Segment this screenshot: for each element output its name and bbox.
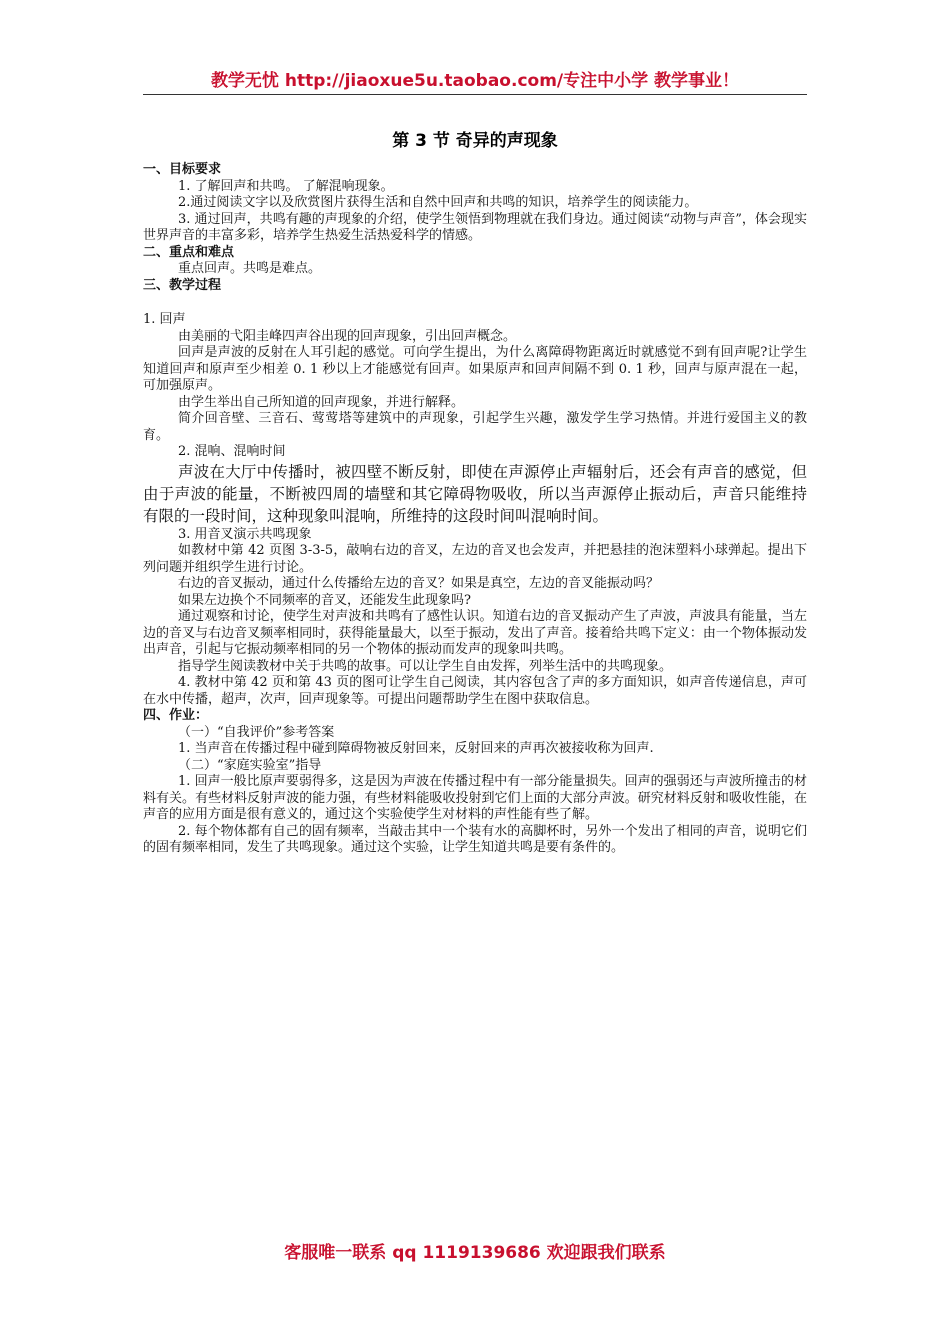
- section-heading-goals: 一、目标要求: [143, 162, 222, 177]
- spacer: [143, 294, 807, 312]
- paragraph: 指导学生阅读教材中关于共鸣的故事。可以让学生自由发挥，列举生活中的共鸣现象。: [178, 658, 673, 674]
- paragraph: 1. 当声音在传播过程中碰到障碍物被反射回来，反射回来的声再次被接收称为回声.: [178, 741, 654, 756]
- document-body: [143, 162, 807, 857]
- paragraph: 重点回声。共鸣是难点。: [178, 261, 322, 276]
- paragraph: 如果左边换个不同频率的音叉，还能发生此现象吗?: [178, 592, 471, 608]
- paragraph: 回声是声波的反射在人耳引起的感觉。可向学生提出，为什么离障碍物距离近时就感觉不到有回声呢?让学生知道回声和原声至少相差 0. 1 秒以上才能感觉有回声。如果原声和回声间隔不到 0. 1 秒，回声与原声混在一起，可加强原声。: [143, 345, 807, 393]
- header-divider: [143, 94, 807, 95]
- paragraph: 2. 每个物体都有自己的固有频率，当敲击其中一个装有水的高脚杯时，另外一个发出了相同的声音，说明它们的固有频率相同，发生了共鸣现象。通过这个实验，让学生知道共鸣是要有条件的。: [143, 823, 807, 855]
- page-footer: 客服唯一联系 qq 1119139686 欢迎跟我们联系: [284, 1243, 666, 1263]
- paragraph: 1. 回声一般比原声要弱得多，这是因为声波在传播过程中有一部分能量损失。回声的强弱还与声波所撞击的材料有关。有些材料反射声波的能力强，有些材料能吸收投射到它们上面的大部分声波。研究材料反射和吸收性能，在声音的应用方面是很有意义的，通过这个实验使学生对材料的声性能有些了解。: [143, 774, 807, 822]
- section-heading-key-points: 二、重点和难点: [143, 244, 235, 260]
- paragraph: 由学生举出自己所知道的回声现象，并进行解释。: [178, 394, 465, 410]
- paragraph: 3. 通过回声，共鸣有趣的声现象的介绍，使学生领悟到物理就在我们身边。通过阅读“动物与声音”，体会现实世界声音的丰富多彩，培养学生热爱生活热爱科学的情感。: [143, 211, 807, 243]
- paragraph: 由美丽的弋阳圭峰四声谷出现的回声现象，引出回声概念。: [178, 328, 517, 344]
- page-header: 教学无忧 http://jiaoxue5u.taobao.com/专注中小学 教学事业！: [210, 71, 740, 91]
- paragraph: 通过观察和讨论，使学生对声波和共鸣有了感性认识。知道右边的音叉振动产生了声波，声波具有能量，当左边的音叉与右边音叉频率相同时，获得能量最大，以至于振动，发出了声音。接着给共鸣下定义：由一个物体振动发出声音，引起与它振动频率相同的另一个物体的振动而发声的现象叫共鸣。: [143, 609, 807, 657]
- subheading-self-evaluation: （一）“自我评价”参考答案: [178, 724, 335, 740]
- paragraph: 右边的音叉振动，通过什么传播给左边的音叉？如果是真空，左边的音叉能振动吗？: [178, 576, 660, 591]
- paragraph: 如教材中第 42 页图 3-3-5，敲响右边的音叉，左边的音叉也会发声，并把悬挂的泡沫塑料小球弹起。提出下列问题并组织学生进行讨论。: [143, 543, 807, 575]
- subheading-tuning-fork: 3. 用音叉演示共鸣现象: [178, 526, 312, 542]
- document-title: 第 3 节 奇异的声现象: [392, 131, 558, 151]
- paragraph: 1. 了解回声和共鸣。 了解混响现象。: [178, 178, 394, 194]
- subheading-echo: 1. 回声: [143, 312, 186, 327]
- paragraph: 简介回音壁、三音石、莺莺塔等建筑中的声现象，引起学生兴趣，激发学生学习热情。并进行爱国主义的教育。: [143, 411, 807, 443]
- subheading-home-lab: （二）“家庭实验室”指导: [178, 757, 322, 773]
- section-heading-process: 三、教学过程: [143, 277, 222, 293]
- paragraph: 2.通过阅读文字以及欣赏图片获得生活和自然中回声和共鸣的知识，培养学生的阅读能力。: [178, 195, 698, 210]
- paragraph-large: 声波在大厅中传播时，被四壁不断反射，即使在声源停止声辐射后，还会有声音的感觉，但由于声波的能量，不断被四周的墙壁和其它障碍物吸收，所以当声源停止振动后，声音只能维持有限的一段时间，这种现象叫混响，所维持的这段时间叫混响时间。: [143, 462, 807, 525]
- paragraph: 4. 教材中第 42 页和第 43 页的图可让学生自己阅读，其内容包含了声的多方面知识，如声音传递信息，声可在水中传播，超声，次声，回声现象等。可提出问题帮助学生在图中获取信息。: [143, 675, 807, 707]
- section-heading-homework: 四、作业：: [143, 708, 209, 723]
- subheading-reverberation: 2. 混响、混响时间: [178, 444, 286, 459]
